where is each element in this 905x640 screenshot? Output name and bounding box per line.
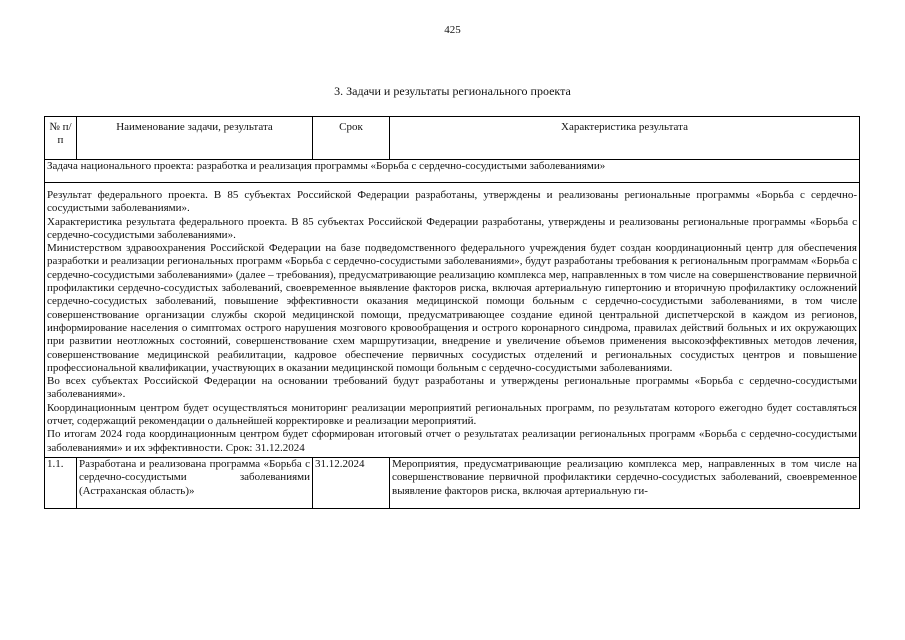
- description-paragraph: Характеристика результата федерального проекта. В 85 субъектах Российской Федерации разработаны, утверждены и реализованы региональные программы «Борьба с сердечно-сосудистыми заболеваниями».: [47, 215, 857, 241]
- national-task-text: Задача национального проекта: разработка и реализация программы «Борьба с сердечно-сосудистыми заболеваниями»: [45, 160, 860, 183]
- description-paragraph: Министерством здравоохранения Российской Федерации на базе подведомственного федерального учреждения будет создан координационный центр для обеспечения разработки и реализации региональных программ «Борьба с сердечно-сосудистыми заболеваниями», будут разработаны требования к региональным программам «Борьба с сердечно-сосудистыми заболеваниями» (далее – требования), предусматривающие реализацию комплекса мер, направленных в том числе на совершенствование первичной профилактики сердечно-сосудистых заболеваний, своевременное выявление факторов риска, включая артериальную гипертонию и вторичную профилактику осложнений сердечно-сосудистых заболеваний, повышение эффективности оказания медицинской помощи больным с сердечно-сосудистыми заболеваниями, в том числе совершенствование организации службы скорой медицинской помощи, предусматривающее создание единой центральной диспетчерской в каждом из регионов, информирование населения о симптомах острого нарушения мозгового кровообращения и острого коронарного синдрома, правилах действий больных и их окружающих при развитии неотложных состояний, совершенствование схем маршрутизации, внедрение и увеличение объемов применения высокоэффективных методов лечения, совершенствование медицинской реабилитации, кадровое обеспечение первичных сосудистых отделений и региональных сосудистых центров и повышение профессиональной квалификации, участвующих в оказании медицинской помощи больным с сердечно-сосудистыми заболеваниями.: [47, 242, 857, 374]
- description-paragraph: Во всех субъектах Российской Федерации на основании требований будут разработаны и утверждены региональные программы «Борьба с сердечно-сосудистыми заболеваниями».: [47, 375, 857, 401]
- table-header-row: [45, 117, 860, 160]
- page-number: 425: [444, 24, 461, 36]
- description-paragraph: По итогам 2024 года координационным центром будет сформирован итоговый отчет о результатах реализации региональных программ «Борьба с сердечно-сосудистыми заболеваниями» и их эффективности. Срок: 31.12.2024: [47, 428, 857, 454]
- task-row: [45, 160, 860, 183]
- row-number: 1.1.: [45, 457, 77, 508]
- results-table: [44, 116, 860, 509]
- header-name: Наименование задачи, результата: [77, 117, 313, 160]
- description-cell: [45, 183, 860, 458]
- header-number: № п/п: [45, 117, 77, 160]
- table-row: [45, 457, 860, 508]
- row-characteristic: Мероприятия, предусматривающие реализацию комплекса мер, направленных в том числе на совершенствование первичной профилактики сердечно-сосудистых заболеваний, своевременное выявление факторов риска, включая артериальную ги-: [390, 457, 860, 508]
- description-paragraph: Координационным центром будет осуществляться мониторинг реализации мероприятий региональных программ, по результатам которого ежегодно будет составляться отчет, содержащий рекомендации о дальнейшей корректировке и реализации мероприятий.: [47, 401, 857, 428]
- header-term: Срок: [313, 117, 390, 160]
- description-paragraph: Результат федерального проекта. В 85 субъектах Российской Федерации разработаны, утверждены и реализованы региональные программы «Борьба с сердечно-сосудистыми заболеваниями».: [47, 189, 857, 215]
- section-title: 3. Задачи и результаты регионального проекта: [334, 84, 571, 98]
- row-term: 31.12.2024: [313, 457, 390, 508]
- row-name: Разработана и реализована программа «Борьба с сердечно-сосудистыми заболеваниями (Астраханская область)»: [77, 457, 313, 508]
- description-row: [45, 183, 860, 458]
- header-characteristic: Характеристика результата: [390, 117, 860, 160]
